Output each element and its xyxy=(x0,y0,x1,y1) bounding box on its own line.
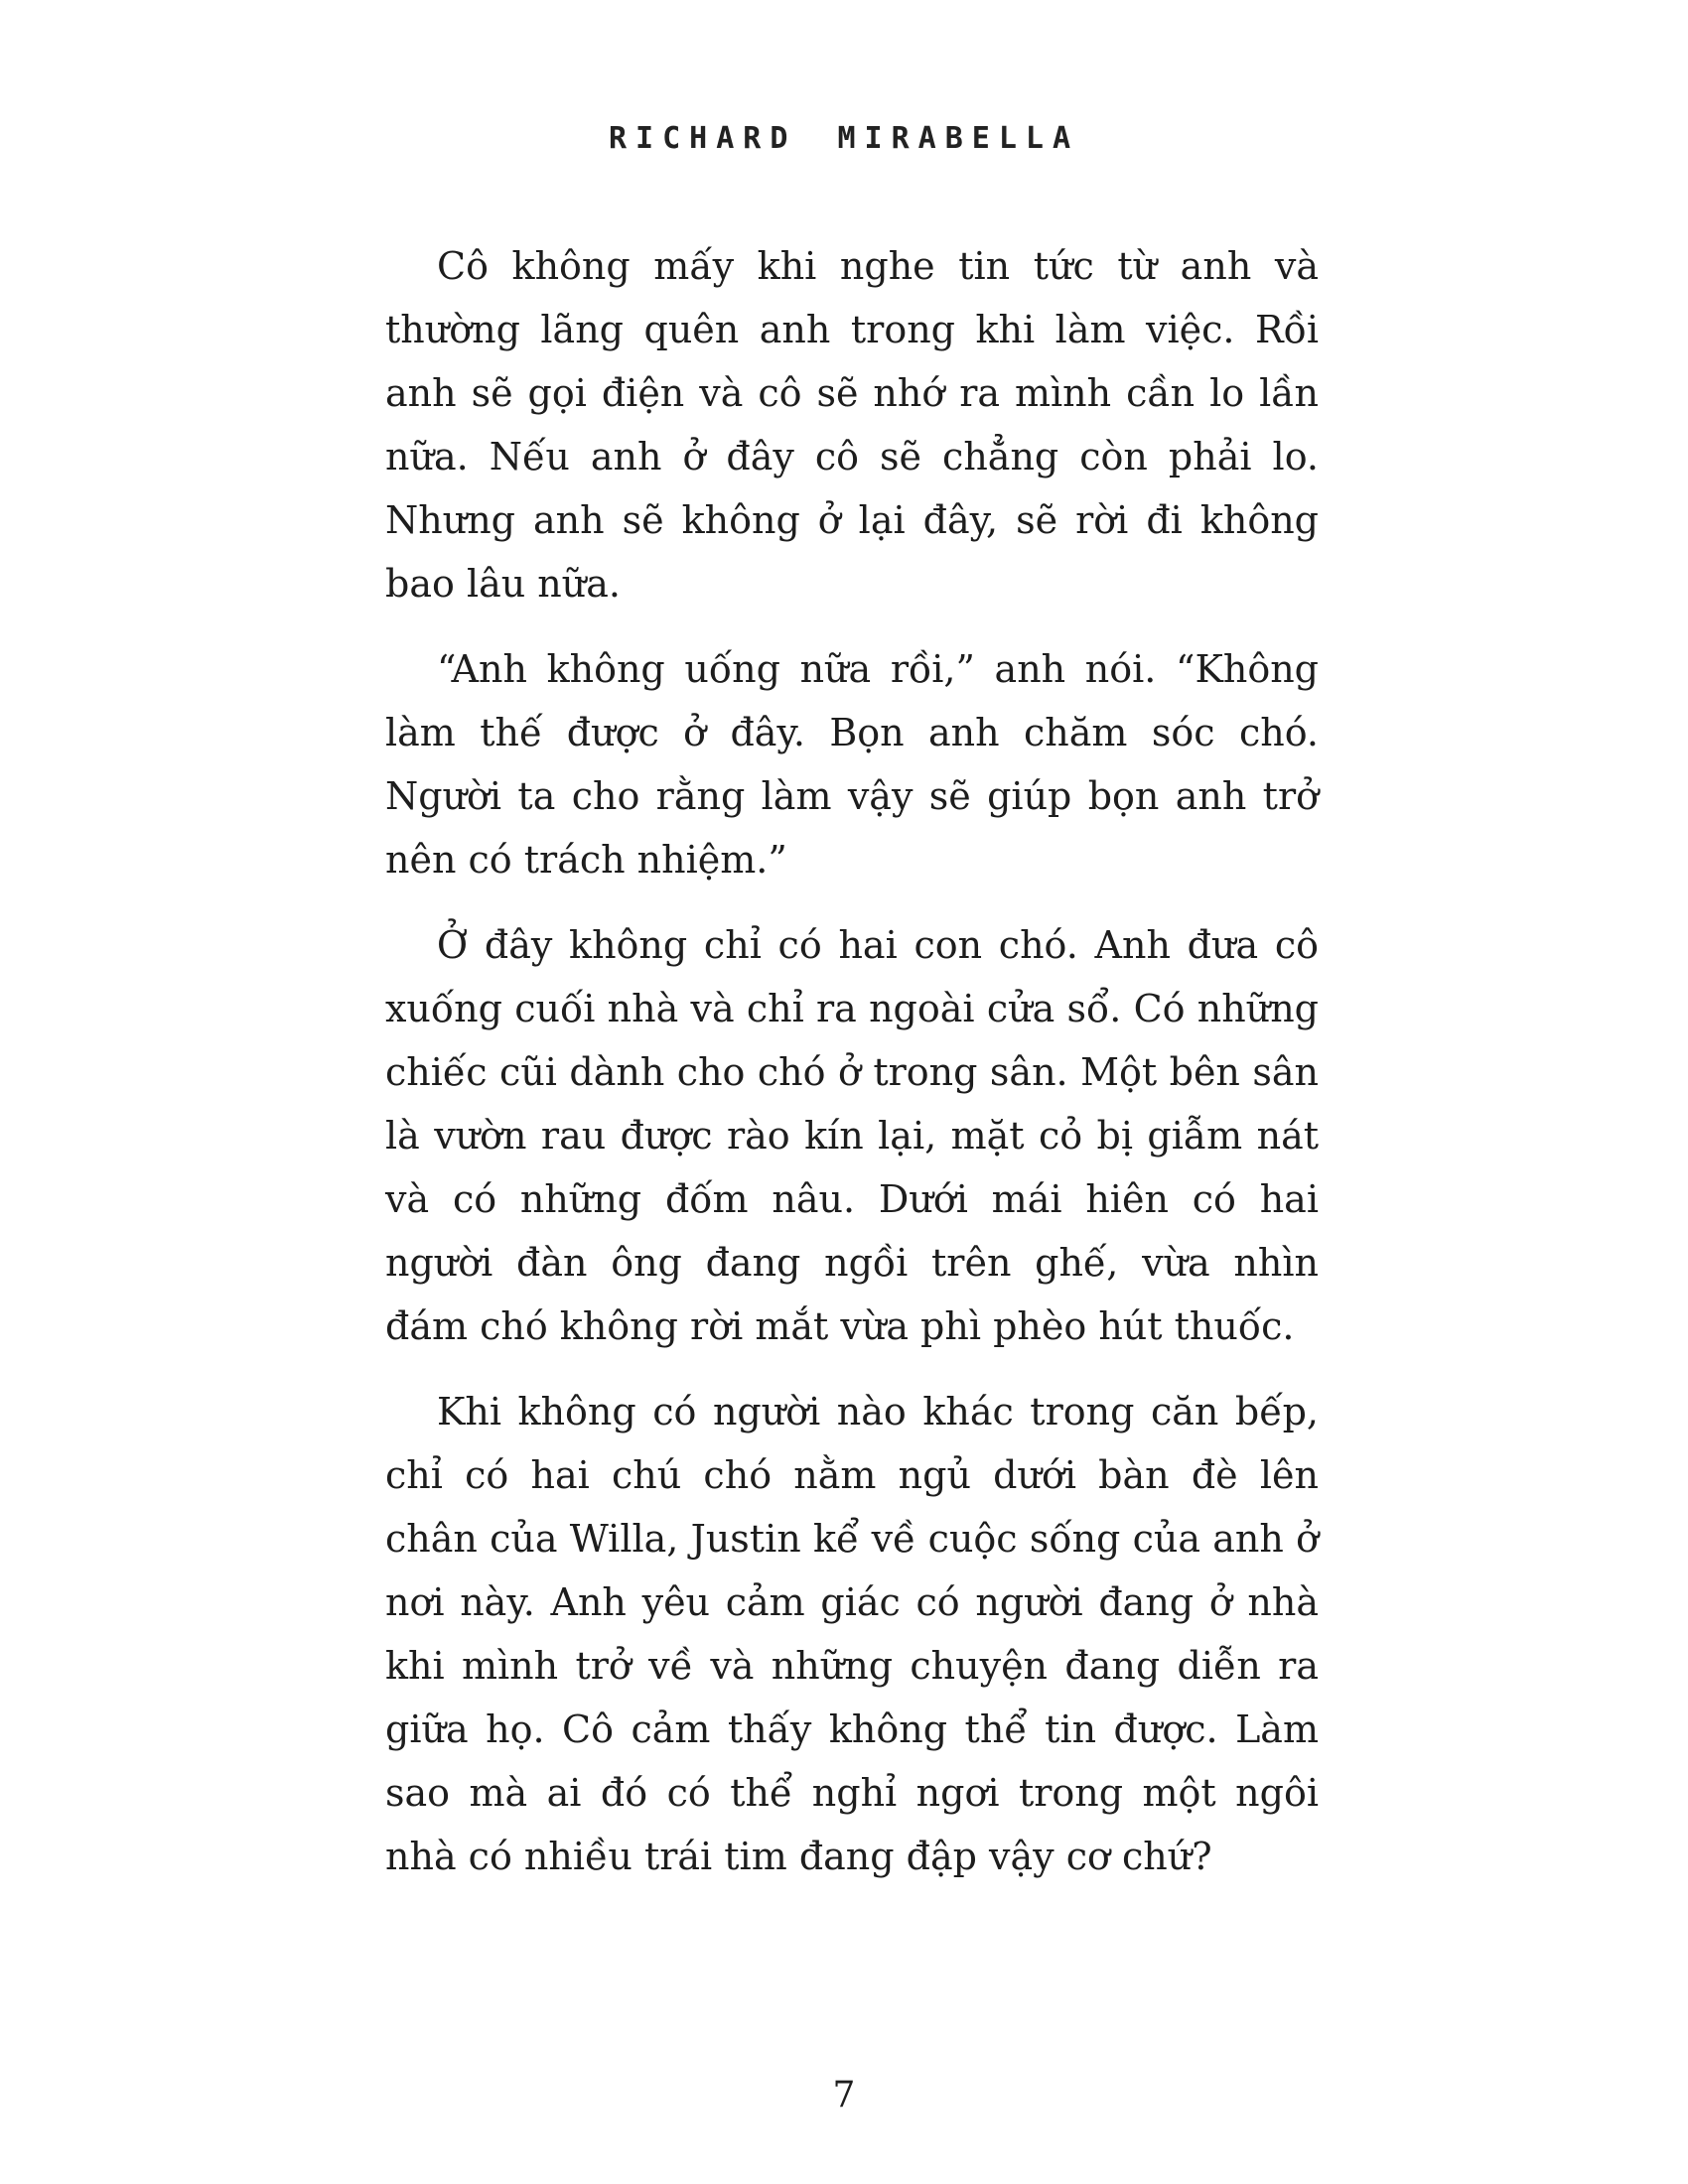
paragraph: “Anh không uống nữa rồi,” anh nói. “Không làm thế được ở đây. Bọn anh chăm sóc chó. Người ta cho rằng làm vậy sẽ giúp bọn anh trở nên có trách nhiệm.” xyxy=(385,647,1319,882)
paragraph: Khi không có người nào khác trong căn bếp, chỉ có hai chú chó nằm ngủ dưới bàn đè lên chân của Willa, Justin kể về cuộc sống của anh ở nơi này. Anh yêu cảm giác có người đang ở nhà khi mình trở về và những chuyện đang diễn ra giữa họ. Cô cảm thấy không thể tin được. Làm sao mà ai đó có thể nghỉ ngơi trong một ngôi nhà có nhiều trái tim đang đập vậy cơ chứ? xyxy=(385,1390,1319,1878)
running-header-author: RICHARD MIRABELLA xyxy=(608,121,1080,156)
body-text-block xyxy=(385,234,1319,1888)
paragraph: Cô không mấy khi nghe tin tức từ anh và thường lãng quên anh trong khi làm việc. Rồi anh sẽ gọi điện và cô sẽ nhớ ra mình cần lo lần nữa. Nếu anh ở đây cô sẽ chẳng còn phải lo. Nhưng anh sẽ không ở lại đây, sẽ rời đi không bao lâu nữa. xyxy=(385,244,1319,606)
page-number: 7 xyxy=(832,2075,856,2116)
paragraph: Ở đây không chỉ có hai con chó. Anh đưa cô xuống cuối nhà và chỉ ra ngoài cửa sổ. Có những chiếc cũi dành cho chó ở trong sân. Một bên sân là vườn rau được rào kín lại, mặt cỏ bị giẫm nát và có những đốm nâu. Dưới mái hiên có hai người đàn ông đang ngồi trên ghế, vừa nhìn đám chó không rời mắt vừa phì phèo hút thuốc. xyxy=(385,923,1319,1348)
